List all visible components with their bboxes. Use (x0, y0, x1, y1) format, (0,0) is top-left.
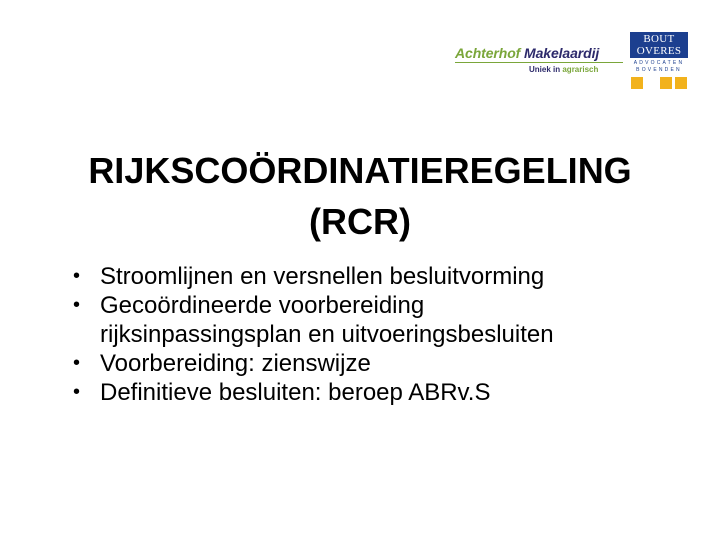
achterhof-tagline-part2: agrarisch (562, 65, 599, 74)
bullet-dot: • (73, 381, 81, 403)
bout-overes-box (630, 32, 688, 58)
achterhof-logo (455, 45, 623, 87)
bout-overes-line1: BOUT (643, 33, 675, 45)
bout-overes-square (660, 77, 672, 89)
slide-title-line2: (RCR) (309, 201, 411, 242)
bout-overes-squares (631, 77, 687, 91)
bullet-text-continuation: rijksinpassingsplan en uitvoeringsbesluiten (100, 321, 554, 348)
slide-title-line1: RIJKSCOÖRDINATIEREGELING (88, 150, 632, 191)
bullet-text: Voorbereiding: zienswijze (100, 350, 371, 377)
bullet-dot: • (73, 294, 81, 316)
bullet-item (72, 378, 692, 407)
bullet-item (72, 349, 692, 378)
bullet-item (72, 262, 692, 291)
bout-overes-square (631, 77, 643, 89)
bullet-list (72, 262, 692, 407)
bout-overes-logo (630, 32, 688, 92)
bullet-dot: • (73, 265, 81, 287)
achterhof-name-part2: Makelaardij (524, 45, 600, 61)
bullet-text: Gecoördineerde voorbereiding (100, 292, 425, 319)
bullet-dot: • (73, 352, 81, 374)
slide-title (40, 145, 680, 247)
bout-overes-small-line2: BOVENDEN (636, 67, 682, 73)
bullet-item (72, 291, 692, 349)
achterhof-tagline-part1: Uniek in (529, 65, 561, 74)
bout-overes-square (675, 77, 687, 89)
bout-overes-small-line1: ADVOCATEN (633, 60, 685, 66)
achterhof-brand-name (455, 45, 623, 61)
achterhof-name-part1: Achterhof (455, 45, 521, 61)
bullet-text: Stroomlijnen en versnellen besluitvorming (100, 263, 545, 290)
bout-overes-line2: OVERES (636, 45, 682, 57)
achterhof-tagline (529, 65, 598, 75)
bullet-text: Definitieve besluiten: beroep ABRv.S (100, 379, 491, 406)
bout-overes-square (646, 77, 658, 89)
achterhof-underline (455, 62, 623, 63)
